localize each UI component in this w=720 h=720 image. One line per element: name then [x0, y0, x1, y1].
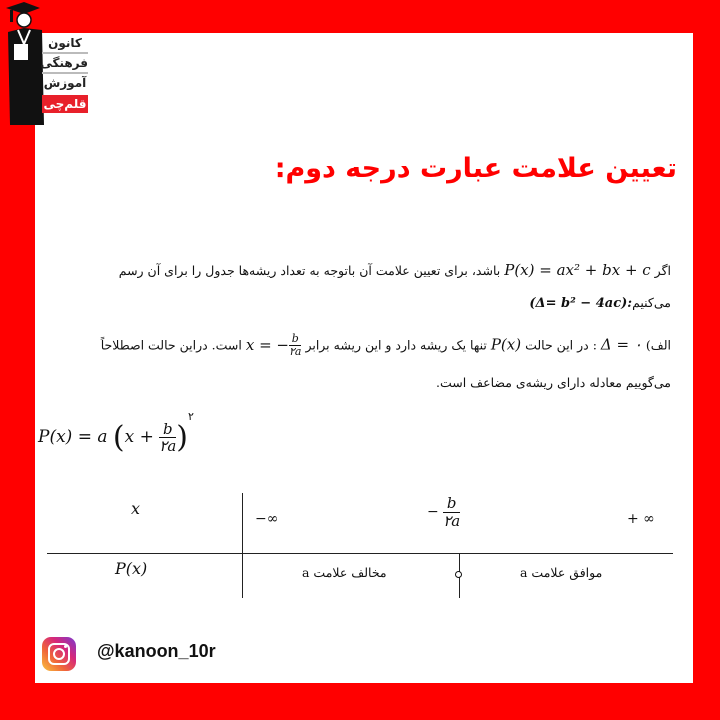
- neg-infinity: −∞: [255, 511, 279, 527]
- kanoon-logo: [0, 0, 90, 125]
- left-sign: مخالف علامت a: [302, 565, 387, 580]
- intro-line-2: می‌کنیم(Δ= b² − 4ac):: [529, 295, 671, 311]
- root-value: − $\frac{b}{۲a}$: [427, 494, 461, 530]
- table-divider-vertical: [242, 493, 243, 598]
- root-formula: x = − $\frac{b}{۲a}$: [245, 332, 302, 359]
- polynomial-formula: P(x) = ax² + bx + c: [504, 261, 651, 279]
- instagram-icon: [42, 637, 76, 671]
- case-a-line-1: الف) Δ = ۰ : در این حالت P(x) تنها یک ریشه دارد و این ریشه برابر x = − $\frac{b}{۲a}$ است. دراین حالت اصطلاحاً: [100, 332, 671, 359]
- instagram-handle: @kanoon_10r: [97, 641, 216, 661]
- logo-text: کانون فرهنگی آموزش قلم‌چی: [40, 36, 88, 111]
- table-divider-horizontal: [47, 553, 673, 554]
- factored-formula: P(x) = a (x + $\frac{b}{۲a}$ )$^۲$: [38, 410, 194, 455]
- pos-infinity: + ∞: [627, 511, 655, 527]
- x-label: x: [131, 499, 141, 518]
- graduate-figure-icon: [0, 0, 44, 125]
- page-title: تعیین علامت عبارت درجه دوم:: [274, 153, 677, 184]
- case-a-line-2: می‌گوییم معادله دارای ریشه‌ی مضاعف است.: [436, 375, 671, 390]
- px-label: P(x): [115, 559, 148, 578]
- sign-table: [47, 493, 673, 603]
- discriminant-formula: (Δ= b² − 4ac):: [529, 296, 633, 311]
- root-point: [455, 571, 462, 578]
- intro-line-1: اگر P(x) = ax² + bx + c باشد، برای تعیین علامت آن باتوجه به تعداد ریشه‌ها جدول را برای آن رسم: [118, 261, 671, 279]
- right-sign: موافق علامت a: [520, 565, 603, 580]
- content-panel: [35, 33, 693, 683]
